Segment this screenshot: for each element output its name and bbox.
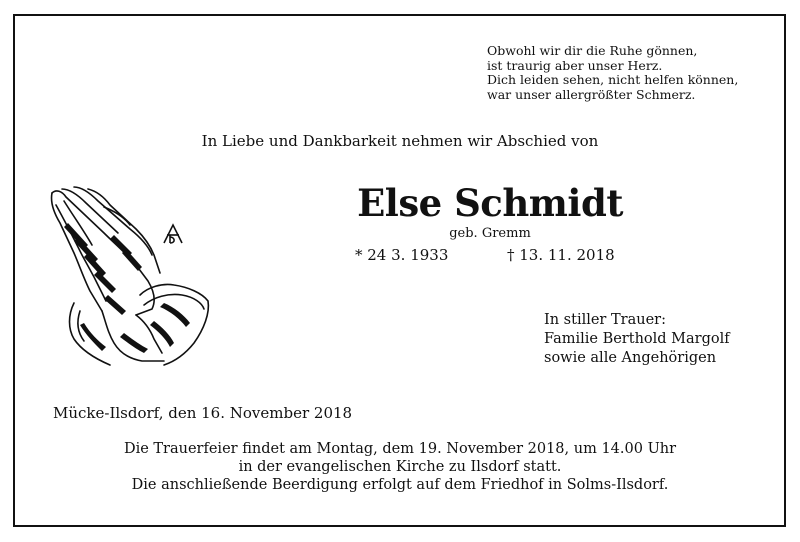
mourners-heading: In stiller Trauer: [544,312,666,328]
ceremony-line: in der evangelischen Kirche zu Ilsdorf statt. [238,459,562,475]
poem-line: war unser allergrößter Schmerz. [487,86,696,102]
poem-line: Obwohl wir dir die Ruhe gönnen, [487,43,698,58]
mourners-line: sowie alle Angehörigen [544,350,717,366]
mourners [544,311,730,368]
life-dates [355,246,615,264]
place-and-date: Mücke-Ilsdorf, den 16. November 2018 [53,404,353,422]
monogram-icon [164,225,182,243]
ceremony-line: Die Trauerfeier findet am Montag, dem 19. November 2018, um 14.00 Uhr [123,441,677,457]
ceremony-line: Die anschließende Beerdigung erfolgt auf dem Friedhof in Solms-Ilsdorf. [131,477,669,493]
mourners-line: Familie Berthold Margolf [544,331,730,347]
birth-name: geb. Gremm [449,226,531,241]
ceremony-info [0,440,800,494]
praying-hands-icon [44,183,212,373]
deceased-name: Else Schmidt [357,181,623,225]
intro-text [0,132,800,150]
poem-line: ist traurig aber unser Herz. [487,57,663,73]
birth-date: * 24 3. 1933 [355,246,449,264]
intro-text-span: In Liebe und Dankbarkeit nehmen wir Abschied von [201,132,599,150]
death-date: † 13. 11. 2018 [507,246,615,264]
poem-line: Dich leiden sehen, nicht helfen können, [487,72,739,87]
poem [487,44,738,102]
